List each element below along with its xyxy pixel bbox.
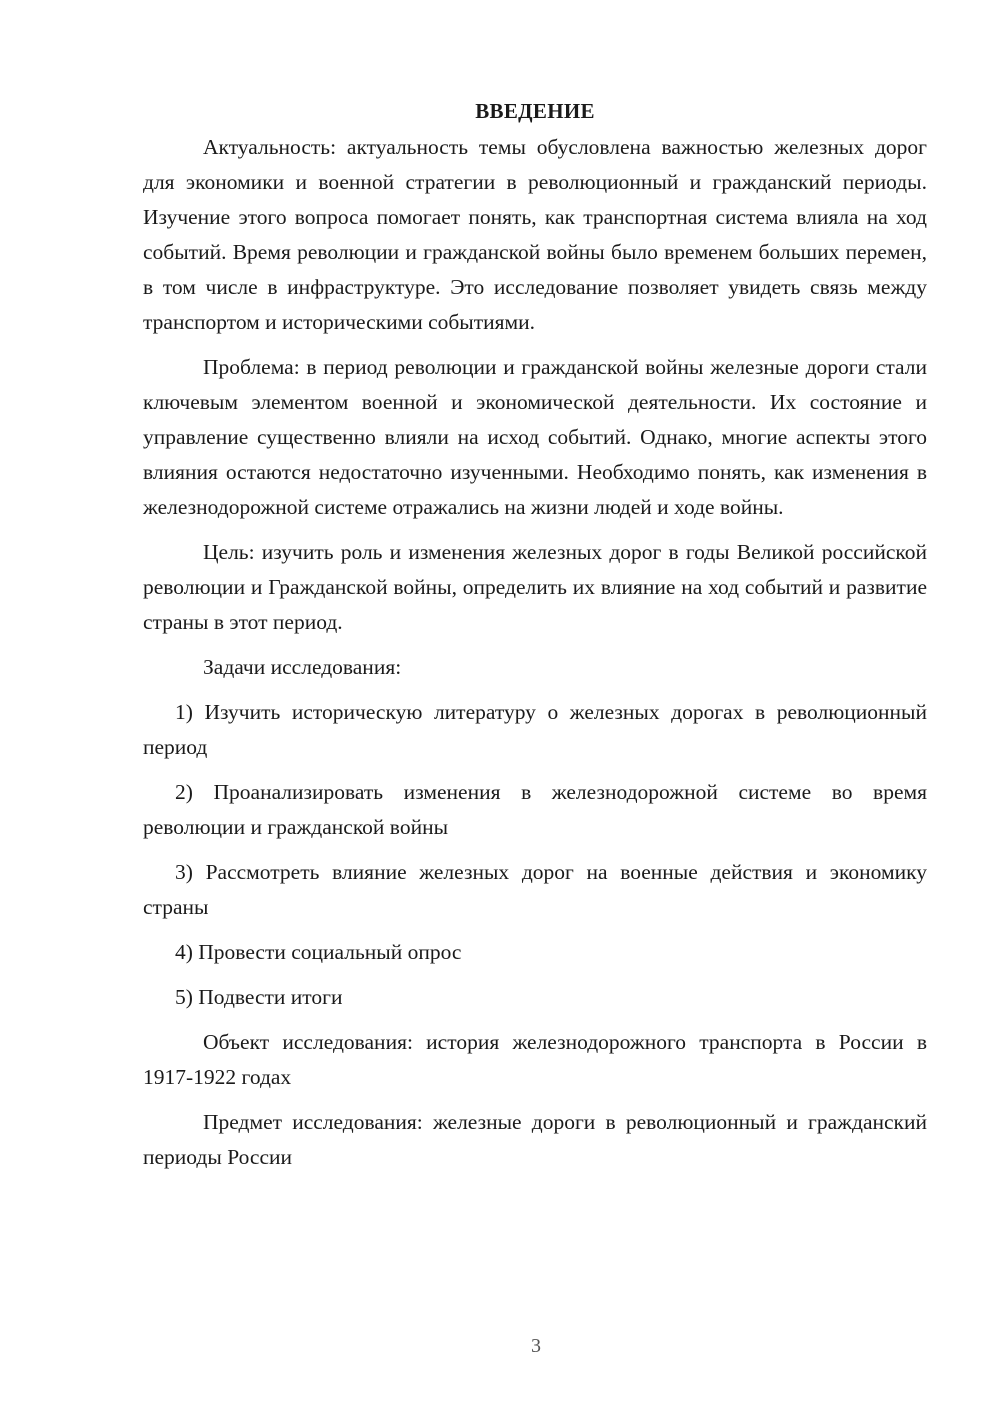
problem-paragraph: Проблема: в период революции и гражданской войны железные дороги стали ключевым элементом военной и экономической деятельности. Их состояние и управление существенно влияли на исход событий. Однако, многие аспекты этого влияния остаются недостаточно изученными. Необходимо понять, как изменения в железнодорожной системе отражались на жизни людей и ходе войны. (143, 355, 927, 519)
task-item-1: 1) Изучить историческую литературу о железных дорогах в революционный период (143, 700, 927, 759)
research-subject-paragraph: Предмет исследования: железные дороги в революционный и гражданский периоды России (143, 1110, 927, 1169)
tasks-heading: Задачи исследования: (203, 655, 402, 679)
task-item-2: 2) Проанализировать изменения в железнодорожной системе во время революции и гражданской войны (143, 780, 927, 839)
task-item-5: 5) Подвести итоги (175, 985, 343, 1009)
goal-paragraph: Цель: изучить роль и изменения железных дорог в годы Великой российской революции и Гражданской войны, определить их влияние на ход событий и развитие страны в этот период. (143, 540, 927, 634)
section-title: ВВЕДЕНИЕ (475, 99, 595, 123)
page-content (143, 96, 927, 1185)
task-item-3: 3) Рассмотреть влияние железных дорог на военные действия и экономику страны (143, 860, 927, 919)
research-object-paragraph: Объект исследования: история железнодорожного транспорта в России в 1917-1922 годах (143, 1030, 927, 1089)
relevance-paragraph: Актуальность: актуальность темы обусловлена важностью железных дорог для экономики и военной стратегии в революционный и гражданский периоды. Изучение этого вопроса помогает понять, как транспортная система влияла на ход событий. Время революции и гражданской войны было временем больших перемен, в том числе в инфраструктуре. Это исследование позволяет увидеть связь между транспортом и историческими событиями. (143, 135, 927, 334)
task-item-4: 4) Провести социальный опрос (175, 940, 462, 964)
page-number: 3 (531, 1335, 541, 1357)
